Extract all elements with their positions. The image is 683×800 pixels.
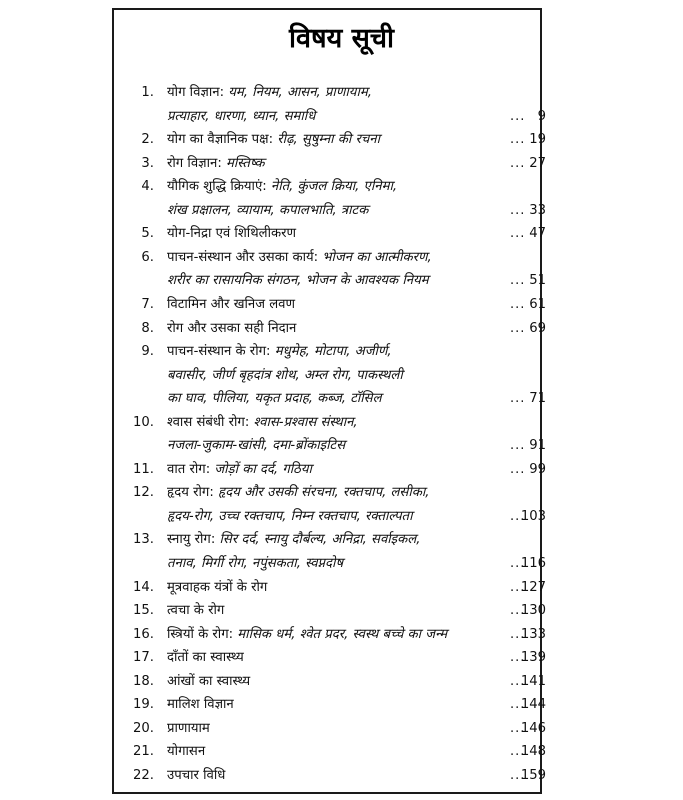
entry-text-line bbox=[167, 269, 429, 293]
leader-dots: ... bbox=[510, 767, 526, 783]
entry-subtopics: रीढ़, सुषुम्ना की रचना bbox=[273, 132, 381, 148]
entry-subtopics: शंख प्रक्षालन, व्यायाम, कपालभाति, त्राटक bbox=[167, 202, 369, 218]
entry-number: 21. bbox=[133, 744, 154, 760]
page-number: 141 bbox=[520, 673, 546, 689]
page-number: 148 bbox=[520, 744, 546, 760]
page-number: 51 bbox=[529, 273, 546, 289]
entry-text-line bbox=[167, 246, 432, 270]
page-number: 146 bbox=[520, 720, 546, 736]
page-number: 103 bbox=[520, 508, 546, 524]
entry-heading: हृदय रोग: bbox=[167, 485, 214, 501]
entry-number: 4. bbox=[141, 179, 154, 195]
leader-dots: ... bbox=[510, 132, 526, 148]
leader-dots: ... bbox=[510, 673, 526, 689]
leader-dots: ... bbox=[510, 155, 526, 171]
entry-subtopics: नजला-जुकाम-खांसी, दमा-ब्रोंकाइटिस bbox=[167, 438, 346, 454]
leader-dots: ... bbox=[510, 697, 526, 713]
entry-number: 8. bbox=[141, 320, 154, 336]
page-number: 9 bbox=[537, 108, 546, 124]
entry-text-line bbox=[167, 434, 345, 458]
leader-dots: ... bbox=[510, 626, 526, 642]
entry-subtopics: हृदय-रोग, उच्च रक्तचाप, निम्न रक्तचाप, रक्ताल्पता bbox=[167, 508, 413, 524]
entry-heading: योग का वैज्ञानिक पक्ष: bbox=[167, 132, 274, 148]
entry-number: 17. bbox=[133, 650, 154, 666]
leader-dots: ... bbox=[510, 202, 526, 218]
leader-dots: ... bbox=[510, 556, 526, 571]
entry-number: 16. bbox=[133, 626, 154, 642]
entry-heading: त्वचा के रोग bbox=[167, 603, 225, 619]
entry-heading: मूत्रवाहक यंत्रों के रोग bbox=[167, 579, 268, 595]
page-number: 99 bbox=[529, 461, 546, 477]
entry-text-line bbox=[167, 646, 244, 670]
entry-number: 7. bbox=[141, 296, 154, 312]
entry-text-line bbox=[167, 481, 429, 505]
entry-text-line bbox=[167, 387, 382, 411]
entry-text-line bbox=[167, 317, 296, 341]
entry-text-line bbox=[167, 340, 392, 364]
entry-text-line bbox=[167, 128, 380, 152]
entry-heading: योग विज्ञान: bbox=[167, 85, 225, 100]
entry-number: 1. bbox=[141, 85, 154, 100]
page-number: 139 bbox=[520, 650, 546, 666]
entry-subtopics: मधुमेह, मोटापा, अजीर्ण, bbox=[270, 344, 392, 360]
leader-dots: ... bbox=[510, 296, 526, 312]
entry-heading: योगासन bbox=[167, 744, 206, 760]
entry-subtopics: शरीर का रासायनिक संगठन, भोजन के आवश्यक नियम bbox=[167, 273, 429, 289]
leader-dots: ... bbox=[510, 579, 526, 595]
entry-number: 3. bbox=[141, 155, 154, 171]
page-number: 159 bbox=[520, 767, 546, 783]
page-title: विषय सूची bbox=[288, 23, 395, 54]
entry-number: 11. bbox=[133, 461, 154, 477]
entry-number: 13. bbox=[133, 532, 154, 548]
entry-text-line bbox=[167, 599, 224, 623]
page-number: 69 bbox=[529, 320, 546, 336]
page-number: 19 bbox=[529, 132, 546, 148]
entry-subtopics: का घाव, पीलिया, यकृत प्रदाह, कब्ज, टॉसिल bbox=[167, 391, 382, 407]
entry-text-line bbox=[167, 175, 397, 199]
entry-number: 6. bbox=[141, 249, 154, 265]
entry-heading: आंखों का स्वास्थ्य bbox=[167, 673, 251, 689]
entry-subtopics: हृदय और उसकी संरचना, रक्तचाप, लसीका, bbox=[213, 485, 430, 501]
page-number: 27 bbox=[529, 155, 546, 171]
entry-text-line bbox=[167, 152, 264, 176]
entry-text-line bbox=[167, 764, 225, 788]
entry-number: 20. bbox=[133, 720, 154, 736]
entry-text-line bbox=[167, 222, 296, 246]
entry-heading: योग-निद्रा एवं शिथिलीकरण bbox=[167, 226, 297, 242]
entry-number: 15. bbox=[133, 603, 154, 619]
leader-dots: ... bbox=[510, 603, 526, 619]
leader-dots: ... bbox=[510, 461, 526, 477]
page-number: 47 bbox=[529, 226, 546, 242]
entry-subtopics: जोड़ों का दर्द, गठिया bbox=[210, 461, 312, 477]
leader-dots: ... bbox=[510, 273, 526, 289]
entry-heading: पाचन-संस्थान के रोग: bbox=[167, 344, 271, 360]
entry-number: 12. bbox=[133, 485, 154, 501]
leader-dots: ... bbox=[510, 744, 526, 760]
page-number: 91 bbox=[529, 438, 546, 454]
page-number: 33 bbox=[529, 202, 546, 218]
entry-heading: यौगिक शुद्धि क्रियाएं: bbox=[167, 179, 267, 195]
entry-heading: मालिश विज्ञान bbox=[167, 697, 234, 713]
entry-heading: दाँतों का स्वास्थ्य bbox=[167, 650, 244, 666]
entry-subtopics: बवासीर, जीर्ण बृहदांत्र शोथ, अम्ल रोग, पाकस्थली bbox=[167, 367, 403, 383]
entry-text-line bbox=[167, 364, 403, 388]
page-number: 130 bbox=[520, 603, 546, 619]
leader-dots: ... bbox=[510, 720, 526, 736]
entry-text-line bbox=[167, 81, 372, 105]
leader-dots: ... bbox=[510, 391, 526, 407]
entry-text-line bbox=[167, 458, 312, 482]
leader-dots: ... bbox=[510, 320, 526, 336]
entry-heading: स्त्रियों के रोग: bbox=[167, 626, 234, 642]
entry-text-line bbox=[167, 199, 368, 223]
entry-text-line bbox=[167, 293, 295, 317]
leader-dots: ... bbox=[510, 650, 526, 666]
entry-text-line bbox=[167, 411, 358, 435]
page-number: 61 bbox=[529, 296, 546, 312]
page-number: 133 bbox=[520, 626, 546, 642]
entry-number: 22. bbox=[133, 767, 154, 783]
page-number: 127 bbox=[520, 579, 546, 595]
entry-number: 5. bbox=[141, 226, 154, 242]
entry-heading: विटामिन और खनिज लवण bbox=[167, 296, 296, 312]
entry-text-line bbox=[167, 693, 234, 717]
entry-text-line bbox=[167, 552, 343, 576]
entry-text-line bbox=[167, 576, 267, 600]
entry-text-line bbox=[167, 528, 420, 552]
entry-text-line bbox=[167, 670, 250, 694]
entry-heading: रोग विज्ञान: bbox=[167, 155, 222, 171]
entry-number: 10. bbox=[133, 414, 154, 430]
entry-subtopics: भोजन का आत्मीकरण, bbox=[318, 249, 432, 265]
entry-subtopics: श्वास-प्रश्वास संस्थान, bbox=[249, 414, 358, 430]
entry-heading: प्राणायाम bbox=[167, 720, 210, 736]
page-number: 144 bbox=[520, 697, 546, 713]
entry-heading: रोग और उसका सही निदान bbox=[167, 320, 297, 336]
entry-text-line bbox=[167, 105, 315, 129]
leader-dots: ... bbox=[510, 438, 526, 454]
entry-heading: श्वास संबंधी रोग: bbox=[167, 414, 250, 430]
leader-dots: ... bbox=[510, 226, 526, 242]
leader-dots: ... bbox=[510, 108, 526, 124]
page-number: 116 bbox=[520, 556, 546, 571]
entry-heading: स्नायु रोग: bbox=[167, 532, 216, 548]
entry-number: 14. bbox=[133, 579, 154, 595]
entry-subtopics: मासिक धर्म, श्वेत प्रदर, स्वस्थ बच्चे का जन्म bbox=[233, 626, 448, 642]
entry-number: 18. bbox=[133, 673, 154, 689]
entry-heading: वात रोग: bbox=[167, 461, 211, 477]
entry-number: 9. bbox=[141, 344, 154, 360]
entry-subtopics: यम, नियम, आसन, प्राणायाम, bbox=[224, 85, 372, 100]
entry-text-line bbox=[167, 505, 413, 529]
entry-subtopics: नेति, कुंजल क्रिया, एनिमा, bbox=[266, 179, 398, 195]
entry-text-line bbox=[167, 717, 210, 741]
entry-number: 19. bbox=[133, 697, 154, 713]
entry-text-line bbox=[167, 740, 205, 764]
entry-subtopics: मस्तिष्क bbox=[221, 155, 265, 171]
entry-text-line bbox=[167, 623, 447, 647]
entry-subtopics: प्रत्याहार, धारणा, ध्यान, समाधि bbox=[167, 108, 316, 124]
entry-subtopics: तनाव, मिर्गी रोग, नपुंसकता, स्वप्नदोष bbox=[167, 556, 344, 571]
leader-dots: ... bbox=[510, 508, 526, 524]
page-number: 71 bbox=[529, 391, 546, 407]
entry-number: 2. bbox=[141, 132, 154, 148]
entry-subtopics: सिर दर्द, स्नायु दौर्बल्य, अनिद्रा, सर्वाइकल, bbox=[215, 532, 421, 548]
entry-heading: उपचार विधि bbox=[167, 767, 226, 783]
entry-heading: पाचन-संस्थान और उसका कार्य: bbox=[167, 249, 319, 265]
